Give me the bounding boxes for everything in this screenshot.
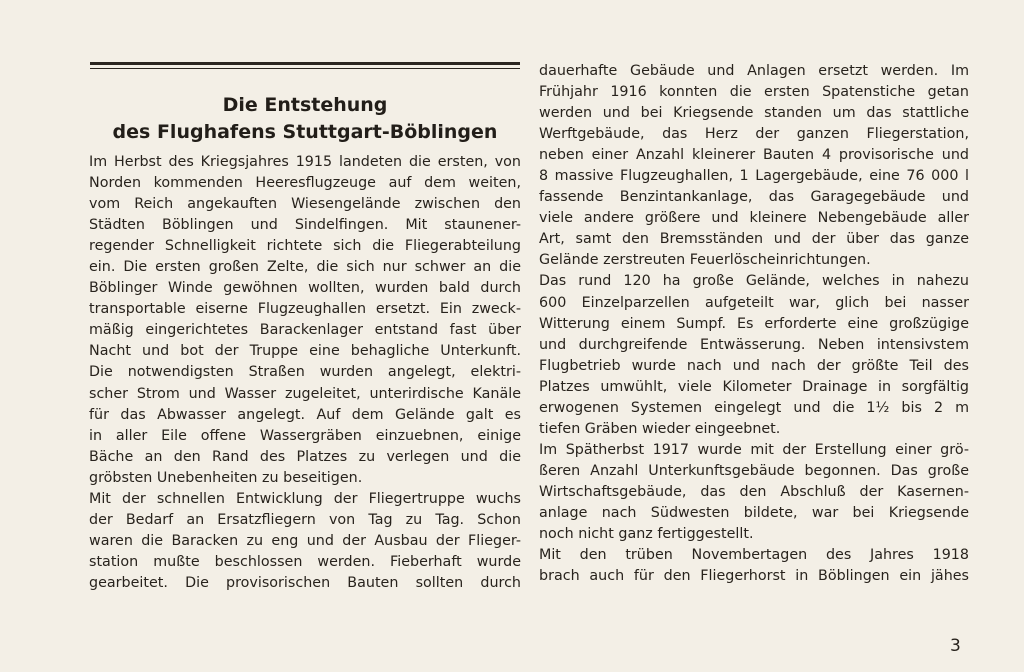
text-line: 8 massive Flugzeughallen, 1 Lagergebäude, eine 76 000 l (539, 168, 969, 185)
left-text-column (89, 152, 521, 594)
title-line-1: Die Entstehung (222, 94, 388, 116)
text-line: noch nicht ganz fertiggestellt. (539, 526, 754, 543)
text-line: Mit der schnellen Entwicklung der Fliegertruppe wuchs (89, 490, 521, 507)
text-line: regender Schnelligkeit richtete sich die Fliegerabteilung (89, 238, 521, 255)
page-number: 3 (950, 636, 961, 656)
text-line: neben einer Anzahl kleinerer Bauten 4 provisorische und (539, 147, 969, 164)
text-line: Böblinger Winde gewöhnen wollten, wurden bald durch (89, 280, 521, 297)
text-line: scher Strom und Wasser zugeleitet, unterirdische Kanäle (89, 385, 521, 402)
text-line: Die notwendigsten Straßen wurden angelegt, elektri- (89, 364, 521, 381)
header-rule-thin (90, 68, 520, 69)
text-line: anlage nach Südwesten bildete, war bei Kriegsende (539, 504, 969, 521)
text-line: erwogenen Systemen eingelegt und die 1½ bis 2 m (539, 399, 969, 416)
article-title (90, 92, 520, 146)
text-line: mäßig eingerichtetes Barackenlager entstand fast über (89, 322, 521, 339)
title-line-2: des Flughafens Stuttgart-Böblingen (112, 121, 498, 143)
text-line: Nacht und bot der Truppe eine behagliche Unterkunft. (89, 343, 521, 360)
header-rule-thick (90, 62, 520, 65)
text-line: Wirtschaftsgebäude, das den Abschluß der Kasernen- (539, 483, 969, 500)
text-line: ßeren Anzahl Unterkunftsgebäude begonnen. Das große (539, 462, 969, 479)
text-line: viele andere größere und kleinere Nebengebäude aller (539, 210, 969, 227)
text-line: Das rund 120 ha große Gelände, welches in nahezu (539, 273, 969, 290)
text-line: Witterung einem Sumpf. Es erforderte eine großzügige (539, 315, 969, 332)
text-line: tiefen Gräben wieder eingeebnet. (539, 420, 781, 437)
text-line: waren die Baracken zu eng und der Ausbau der Flieger- (89, 532, 521, 549)
text-line: vom Reich angekauften Wiesengelände zwischen den (89, 196, 521, 213)
text-line: Im Herbst des Kriegsjahres 1915 landeten die ersten, von (89, 154, 521, 170)
text-line: station mußte beschlossen werden. Fieberhaft wurde (89, 553, 521, 570)
text-line: brach auch für den Fliegerhorst in Böblingen ein jähes (539, 568, 969, 585)
text-line: transportable eiserne Flugzeughallen ersetzt. Ein zweck- (89, 301, 521, 318)
text-line: in aller Eile offene Wassergräben einzuebnen, einige (89, 427, 521, 444)
text-line: gröbsten Unebenheiten zu beseitigen. (89, 469, 363, 486)
text-line: Norden kommenden Heeresflugzeuge auf dem weiten, (89, 175, 521, 192)
text-line: fassende Benzintankanlage, das Garagegebäude und (539, 189, 969, 206)
text-line: Platzes umwühlt, viele Kilometer Drainage in sorgfältig (539, 378, 969, 395)
right-text-column (539, 61, 969, 587)
text-line: Bäche an den Rand des Platzes zu verlegen und die (89, 448, 521, 465)
text-line: der Bedarf an Ersatzfliegern von Tag zu Tag. Schon (89, 511, 521, 528)
text-line: gearbeitet. Die provisorischen Bauten sollten durch (89, 574, 521, 591)
text-line: Städten Böblingen und Sindelfingen. Mit staunener- (89, 217, 521, 234)
text-line: ein. Die ersten großen Zelte, die sich nur schwer an die (89, 259, 521, 276)
text-line: und durchgreifende Entwässerung. Neben intensivstem (539, 336, 969, 353)
text-line: Werftgebäude, das Herz der ganzen Fliegerstation, (539, 126, 969, 143)
text-line: Art, samt den Bremsständen und der über das ganze (539, 231, 969, 248)
text-line: für das Abwasser angelegt. Auf dem Gelände galt es (89, 406, 521, 423)
text-line: 600 Einzelparzellen aufgeteilt war, glich bei nasser (539, 294, 969, 311)
text-line: Mit den trüben Novembertagen des Jahres 1918 (539, 547, 969, 564)
text-line: Frühjahr 1916 konnten die ersten Spatenstiche getan (539, 84, 969, 101)
text-line: werden und bei Kriegsende standen um das stattliche (539, 105, 969, 122)
text-line: Flugbetrieb wurde nach und nach der größte Teil des (539, 357, 969, 374)
text-line: Im Spätherbst 1917 wurde mit der Erstellung einer grö- (539, 441, 969, 458)
text-line: Gelände zerstreuten Feuerlöscheinrichtungen. (539, 252, 871, 269)
text-line: dauerhafte Gebäude und Anlagen ersetzt werden. Im (539, 63, 969, 79)
